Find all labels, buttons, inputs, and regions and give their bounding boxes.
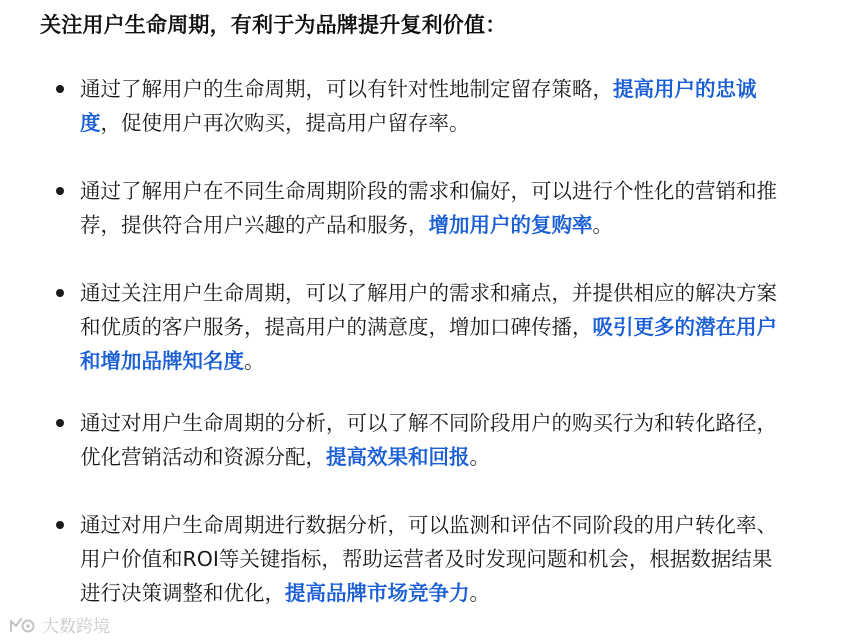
list-item: [80, 72, 780, 140]
bullet-highlight: 提高用户的忠诚度: [80, 77, 757, 135]
article-content: [40, 0, 820, 605]
brand-logo-icon: [8, 615, 38, 635]
list-item: [80, 508, 780, 610]
bullet-text: 通过对用户生命周期进行数据分析，可以监测和评估不同阶段的用户转化率、用户价值和ROI等关键指标，帮助运营者及时发现问题和机会，根据数据结果进行决策调整和优化，: [80, 513, 777, 605]
bullet-text: 通过关注用户生命周期，可以了解用户的需求和痛点，并提供相应的解决方案和优质的客户服务，提高用户的满意度，增加口碑传播，: [80, 281, 777, 339]
bullet-text-end: 。: [469, 445, 490, 469]
bullet-highlight: 增加用户的复购率: [428, 213, 593, 237]
bullet-text: 通过了解用户在不同生命周期阶段的需求和偏好，可以进行个性化的营销和推荐，提供符合用户兴趣的产品和服务，: [80, 179, 777, 237]
bullet-dot: [56, 521, 64, 529]
bullet-highlight: 提高品牌市场竞争力: [285, 581, 470, 605]
bullet-text-end: 。: [592, 213, 613, 237]
watermark-text: 大数跨境: [42, 617, 110, 637]
bullet-text-end: ，促使用户再次购买，提高用户留存率。: [100, 111, 470, 135]
bullet-text: 通过了解用户的生命周期，可以有针对性地制定留存策略，: [80, 77, 613, 101]
list-item: [80, 406, 780, 474]
bullet-highlight: 吸引更多的潜在用户和增加品牌知名度: [80, 315, 777, 373]
bullet-dot: [56, 85, 64, 93]
bullet-text: 通过对用户生命周期的分析，可以了解不同阶段用户的购买行为和转化路径，优化营销活动和资源分配，: [80, 411, 777, 469]
bullet-text-end: 。: [469, 581, 490, 605]
bullet-dot: [56, 187, 64, 195]
bullet-highlight: 提高效果和回报: [326, 445, 470, 469]
bullet-dot: [56, 289, 64, 297]
bullet-dot: [56, 419, 64, 427]
list-item: [80, 276, 780, 378]
section-heading: 关注用户生命周期，有利于为品牌提升复利价值：: [40, 13, 507, 37]
watermark: [8, 612, 110, 637]
list-item: [80, 174, 780, 242]
bullet-text-end: 。: [244, 349, 265, 373]
